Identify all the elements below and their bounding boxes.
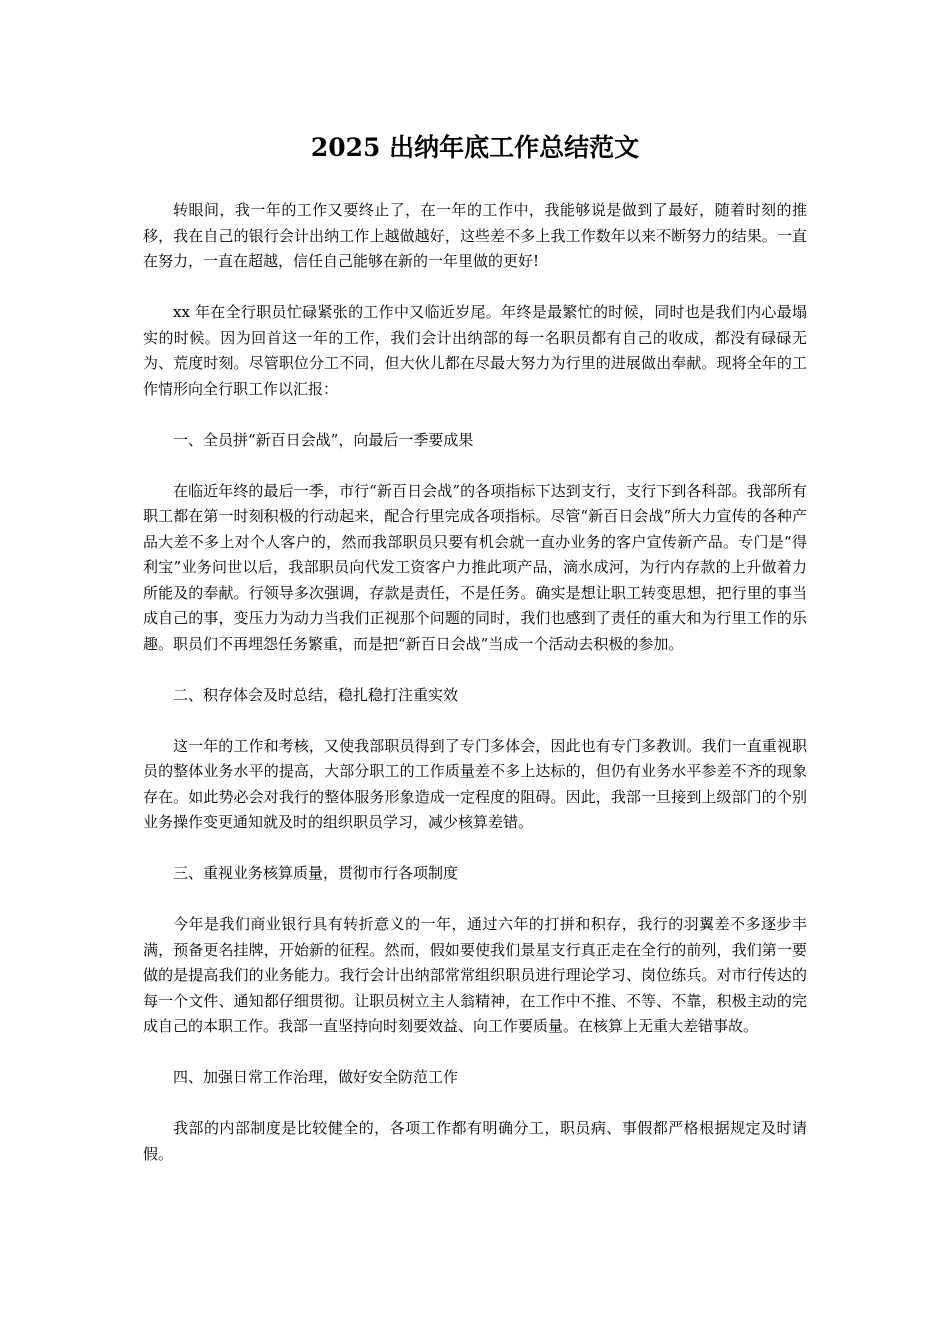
paragraph-section-3: 今年是我们商业银行具有转折意义的一年，通过六年的打拼和积存，我行的羽翼差不多逐步丰满，预备更名挂牌，开始新的征程。然而，假如要使我们景星支行真正走在全行的前列，我们第一要做的是提高我们的业务能力。我行会计出纳部常常组织职员进行理论学习、岗位练兵。对市行传达的每一个文件、通知都仔细贯彻。让职员树立主人翁精神，在工作中不推、不等、不靠，积极主动的完成自己的本职工作。我部一直坚持向时刻要效益、向工作要质量。在核算上无重大差错事故。 xyxy=(143,915,807,1035)
paragraph-section-1: 在临近年终的最后一季，市行“新百日会战”的各项指标下达到支行，支行下到各科部。我部所有职工都在第一时刻积极的行动起来，配合行里完成各项指标。尽管“新百日会战”所大力宣传的各种产品大差不多上对个人客户的，然而我部职员只要有机会就一直办业务的客户宣传新产品。专门是“得利宝”业务问世以后，我部职员向代发工资客户力推此项产品，滴水成河，为行内存款的上升做着力所能及的奉献。行领导多次强调，存款是责任，不是任务。确实是想让职工转变思想，把行里的事当成自己的事，变压力为动力当我们正视那个问题的同时，我们也感到了责任的重大和为行里工作的乐趣。职员们不再埋怨任务繁重，而是把“新百日会战”当成一个活动去积极的参加。 xyxy=(143,481,807,653)
section-heading-4: 四、加强日常工作治理，做好安全防范工作 xyxy=(173,1068,459,1086)
section-heading-3: 三、重视业务核算质量，贯彻市行各项制度 xyxy=(173,864,459,882)
section-heading-2: 二、积存体会及时总结，稳扎稳打注重实效 xyxy=(173,685,459,704)
document-body xyxy=(143,198,807,1193)
paragraph-overview: xx 年在全行职员忙碌紧张的工作中又临近岁尾。年终是最繁忙的时候，同时也是我们内心最塌实的时候。因为回首这一年的工作，我们会计出纳部的每一名职员都有自己的收成，都没有碌碌无为、荒度时刻。尽管职位分工不同，但大伙儿都在尽最大努力为行里的进展做出奉献。现将全年的工作情形向全行职工作以汇报： xyxy=(143,303,807,398)
paragraph-intro: 转眼间，我一年的工作又要终止了，在一年的工作中，我能够说是做到了最好，随着时刻的推移，我在自己的银行会计出纳工作上越做越好，这些差不多上我工作数年以来不断努力的结果。一直在努力，一直在超越，信任自己能够在新的一年里做的更好! xyxy=(143,201,807,270)
section-heading-1: 一、全员拼“新百日会战”，向最后一季要成果 xyxy=(173,430,474,449)
paragraph-section-4: 我部的内部制度是比较健全的，各项工作都有明确分工，职员病、事假都严格根据规定及时请假。 xyxy=(143,1119,807,1163)
paragraph-section-2: 这一年的工作和考核，又使我部职员得到了专门多体会，因此也有专门多教训。我们一直重视职员的整体业务水平的提高，大部分职工的工作质量差不多上达标的，但仍有业务水平参差不齐的现象存在。如此势必会对我行的整体服务形象造成一定程度的阻碍。因此，我部一旦接到上级部门的个别业务操作变更通知就及时的组织职员学习，减少核算差错。 xyxy=(143,736,807,831)
document-title: 2025 出纳年底工作总结范文 xyxy=(310,133,640,162)
